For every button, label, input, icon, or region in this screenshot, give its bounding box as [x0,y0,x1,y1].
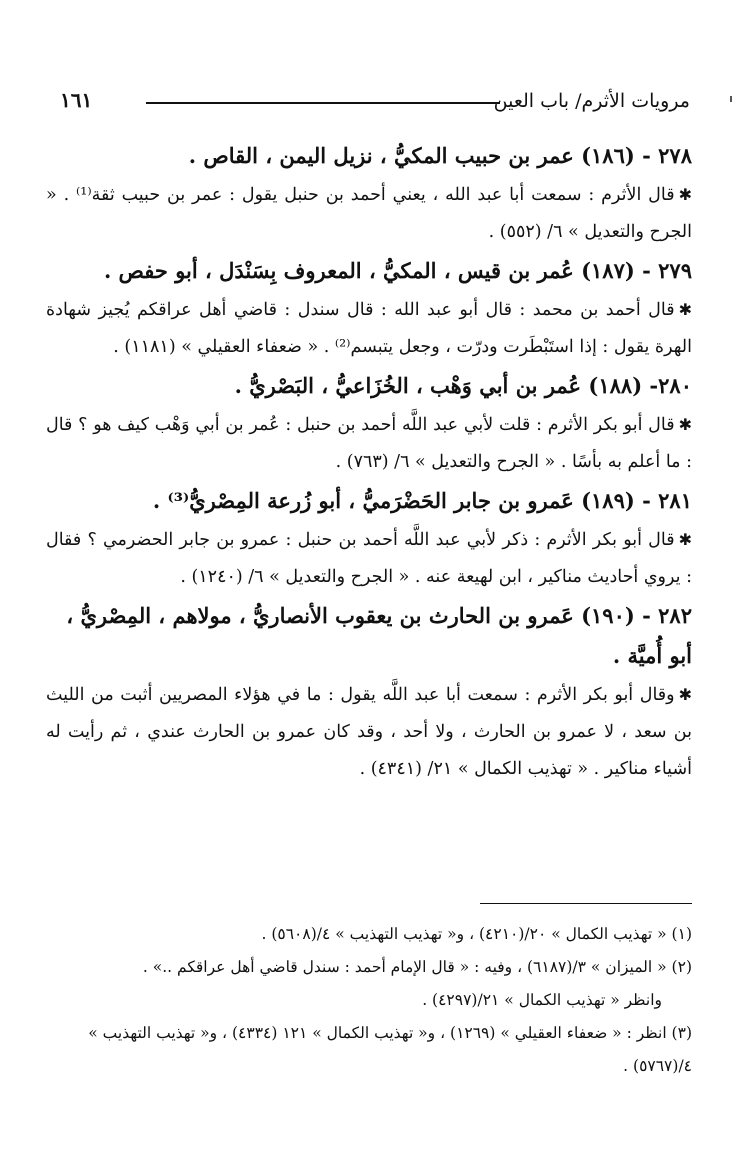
star-icon: ✱ [678,185,692,204]
footnote: (٢) « الميزان » ٣/(٦١٨٧) ، وفيه : « قال الإمام أحمد : سندل قاضي أهل عراقكم ..» . [142,958,692,976]
entry-title: ٢٨٢ - (١٩٠) عَمرو بن الحارث بن يعقوب الأنصاريُّ ، مولاهم ، المِصْريُّ ، أبو أُميَّة . [66,603,692,668]
star-icon: ✱ [678,685,692,704]
entry-title: ٢٧٩ - (١٨٧) عُمر بن قيس ، المكيُّ ، المعروف بِسَنْدَل ، أبو حفص . [103,258,692,283]
entry-title: ٢٨٠- (١٨٨) عُمر بن أبي وَهْب ، الخُزَاعيُّ ، البَصْريُّ . [234,373,692,398]
main-text [46,136,692,788]
header-title: مرويات الأثرم/ باب العين [493,90,690,112]
footnote-rule [480,903,692,904]
margin-mark [730,96,732,102]
entry-text: ✱قال الأثرم : سمعت أبا عبد الله ، يعني أحمد بن حنبل يقول : عمر بن حبيب ثقة⁽¹⁾ . « الجرح والتعديل » ٦/ (٥٥٢) . [46,185,692,242]
running-header [60,86,690,118]
entry-title: ٢٨١ - (١٨٩) عَمرو بن جابر الحَضْرَميُّ ، أبو زُرعة المِصْريُّ⁽³⁾ . [152,488,692,513]
footnote: (٣) انظر : « ضعفاء العقيلي » (١٢٦٩) ، و« تهذيب الكمال » ١٢١ (٤٣٣٤) ، و« تهذيب التهذيب » ٤/(٥٧٦٧) . [88,1024,692,1075]
entry-text: ✱وقال أبو بكر الأثرم : سمعت أبا عبد اللَّه يقول : ما في هؤلاء المصريين أثبت من الليث بن سعد ، لا عمرو بن الحارث ، ولا أحد ، وقد كان عمرو بن الحارث عندي ، ثم رأيت له أشياء مناكير . « تهذيب الكمال » ٢١/ (٤٣٤١) . [46,685,692,779]
entry-text: ✱قال أبو بكر الأثرم : قلت لأبي عبد اللَّه أحمد بن حنبل : عُمر بن أبي وَهْب كيف هو ؟ قال : ما أعلم به بأسًا . « الجرح والتعديل » ٦/ (٧٦٣) . [46,415,692,472]
header-rule [146,102,500,104]
entry-text: ✱قال أحمد بن محمد : قال أبو عبد الله : قال سندل : قاضي أهل عراقكم يُجيز شهادة الهرة يقول : إذا استَبْطَرت ودرّت ، وجعل يتبسم⁽²⁾ . « ضعفاء العقيلي » (١١٨١) . [46,300,692,357]
entry-text: ✱قال أبو بكر الأثرم : ذكر لأبي عبد اللَّه أحمد بن حنبل : عمرو بن جابر الحضرمي ؟ فقال : يروي أحاديث مناكير ، ابن لهيعة عنه . « الجرح والتعديل » ٦/ (١٢٤٠) . [46,530,692,587]
footnotes [46,918,692,1083]
page-number: ١٦١ [60,88,93,112]
footnote-continuation: وانظر « تهذيب الكمال » ٢١/(٤٢٩٧) . [422,991,662,1009]
star-icon: ✱ [678,415,692,434]
entry-title: ٢٧٨ - (١٨٦) عمر بن حبيب المكيُّ ، نزيل اليمن ، القاص . [188,143,692,168]
footnote: (١) « تهذيب الكمال » ٢٠/(٤٢١٠) ، و« تهذيب التهذيب » ٤/(٥٦٠٨) . [261,925,692,943]
star-icon: ✱ [678,530,692,549]
star-icon: ✱ [678,300,692,319]
